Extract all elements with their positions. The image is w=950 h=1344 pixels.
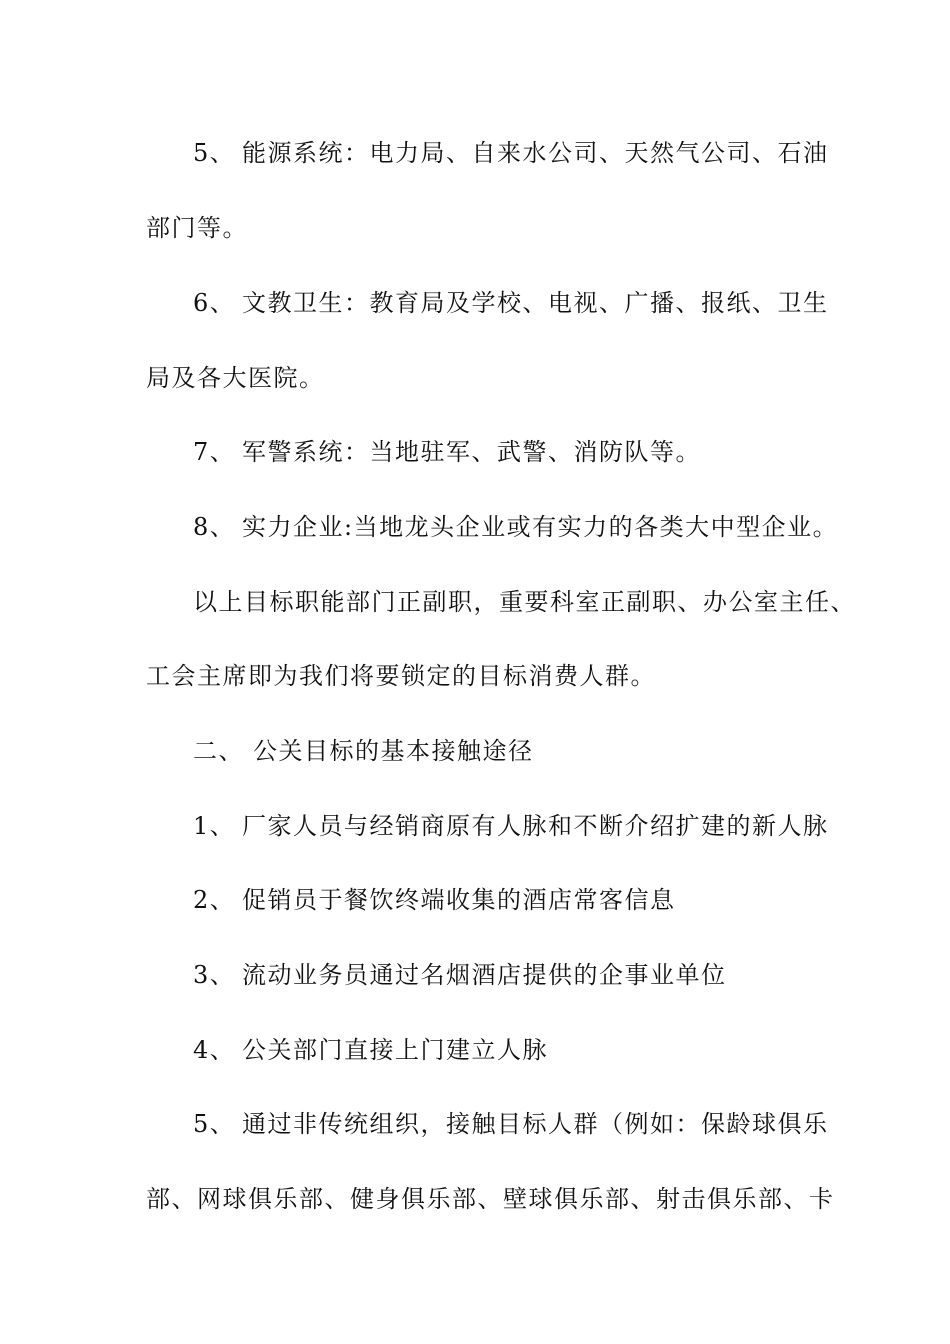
item-number: 7、: [193, 438, 236, 466]
list-item-contact-2: [193, 885, 676, 915]
item-text: 通过非传统组织，接触目标人群（例如：保龄球俱乐: [242, 1110, 829, 1138]
item-number: 5、: [193, 1110, 236, 1138]
item-number: 1、: [193, 812, 236, 840]
item-number: 3、: [193, 961, 236, 989]
item-number: 2、: [193, 886, 236, 914]
list-item-military-police: [193, 437, 701, 467]
list-item-enterprises: [193, 512, 838, 542]
list-item-contact-4: [193, 1035, 548, 1065]
item-number: 5、: [193, 139, 236, 167]
item-text: 促销员于餐饮终端收集的酒店常客信息: [242, 886, 676, 914]
list-item-contact-3: [193, 960, 727, 990]
item-text: 局及各大医院。: [146, 364, 325, 392]
item-number: 8、: [193, 513, 236, 541]
item-text: 厂家人员与经销商原有人脉和不断介绍扩建的新人脉: [242, 812, 829, 840]
list-item-contact-5: [193, 1109, 829, 1139]
continuation-line: [146, 363, 325, 393]
continuation-line: [146, 213, 248, 243]
continuation-line: [146, 661, 656, 691]
paragraph-text: 以上目标职能部门正副职，重要科室正副职、办公室主任、: [193, 588, 856, 616]
section-number: 二、: [193, 737, 244, 765]
paragraph-text: 工会主席即为我们将要锁定的目标消费人群。: [146, 662, 656, 690]
item-text: 部门等。: [146, 214, 248, 242]
item-number: 6、: [193, 289, 236, 317]
item-text: 部、网球俱乐部、健身俱乐部、壁球俱乐部、射击俱乐部、卡: [146, 1185, 835, 1213]
item-text: 实力企业:当地龙头企业或有实力的各类大中型企业。: [242, 513, 839, 541]
item-text: 公关部门直接上门建立人脉: [242, 1036, 548, 1064]
item-text: 文教卫生：教育局及学校、电视、广播、报纸、卫生: [242, 289, 829, 317]
item-number: 4、: [193, 1036, 236, 1064]
item-text: 能源系统：电力局、自来水公司、天然气公司、石油: [242, 139, 829, 167]
item-text: 流动业务员通过名烟酒店提供的企事业单位: [242, 961, 727, 989]
continuation-line: [146, 1184, 835, 1214]
section-heading: [193, 736, 534, 766]
item-text: 军警系统：当地驻军、武警、消防队等。: [242, 438, 701, 466]
list-item-contact-1: [193, 811, 829, 841]
list-item-energy-system: [193, 138, 829, 168]
list-item-culture-health: [193, 288, 829, 318]
section-title: 公关目标的基本接触途径: [253, 737, 534, 765]
summary-paragraph: [193, 587, 856, 617]
